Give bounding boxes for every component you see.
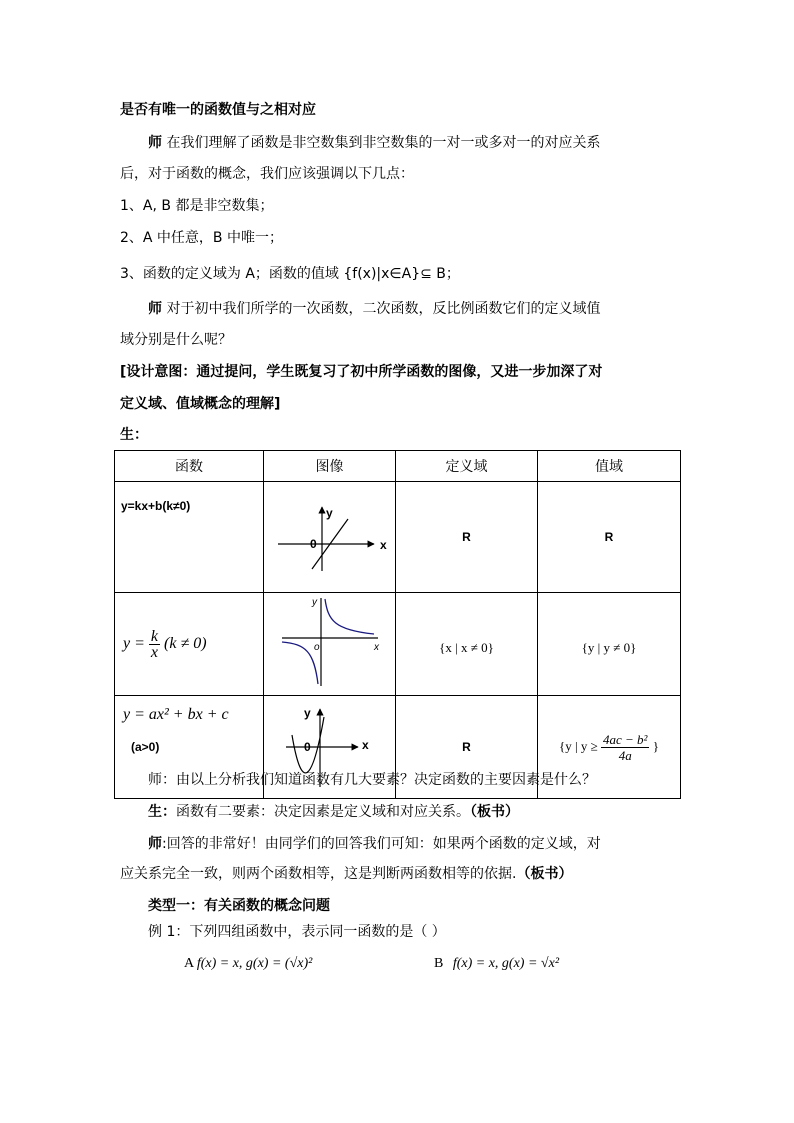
inverse-numerator: k [150, 627, 159, 645]
cell-graph [264, 593, 396, 696]
quadratic-formula: y = ax² + bx + c [123, 706, 229, 723]
type-heading: 类型一：有关函数的概念问题 [148, 898, 330, 914]
teacher-summary-line-2 [120, 864, 572, 884]
option-a-expr: f(x) = x, g(x) = (√x)² [196, 956, 313, 971]
summary-text: :回答的非常好！由同学们的回答我们可知：如果两个函数的定义域，对 [162, 836, 601, 852]
inverse-domain: {x | x ≠ 0} [396, 593, 538, 696]
range-suffix: } [652, 737, 659, 753]
inverse-fraction [149, 629, 160, 660]
design-intent-line-1: [设计意图：通过提问，学生既复习了初中所学函数的图像，又进一步加深了对 [120, 364, 603, 380]
hyperbola-branch-1 [325, 599, 374, 634]
answer-text: 函数有二要素：决定因素是定义域和对应关系。 [176, 804, 470, 820]
teacher-question: 师：由以上分析我们知道函数有几大要素？决定函数的主要因素是什么？ [148, 772, 596, 788]
range-fraction [601, 732, 649, 763]
option-a-label: A [184, 956, 194, 971]
linear-graph [266, 495, 394, 575]
range-numerator: 4ac − b² [603, 731, 648, 747]
point-1: 1、A, B 都是非空数集； [120, 198, 274, 214]
teacher-para-1-line-2: 后，对于函数的概念，我们应该强调以下几点： [120, 166, 414, 182]
example-1: 例 1：下列四组函数中，表示同一函数的是（ ） [148, 924, 446, 940]
header-range: 值域 [538, 451, 681, 482]
header-domain: 定义域 [396, 451, 538, 482]
inverse-range: {y | y ≠ 0} [538, 593, 681, 696]
table-header-row [115, 451, 681, 482]
section-heading: 是否有唯一的函数值与之相对应 [120, 102, 316, 118]
teacher-para-1-line-1 [148, 133, 600, 153]
teacher-summary-line-1 [148, 834, 601, 854]
quadratic-note: (a>0) [131, 740, 160, 754]
origin-label: 0 [303, 740, 311, 754]
header-graph: 图像 [264, 451, 396, 482]
option-a [184, 954, 312, 974]
linear-domain: R [396, 482, 538, 593]
inverse-graph [266, 596, 394, 688]
cell-function [115, 482, 264, 593]
teacher-para-2-line-2: 域分别是什么呢？ [120, 332, 232, 348]
origin-label: 0 [309, 537, 317, 551]
student-label: 生： [120, 427, 148, 443]
point-2: 2、A 中任意，B 中唯一； [120, 230, 283, 246]
inverse-condition: (k ≠ 0) [164, 634, 207, 652]
origin-label: o [313, 642, 320, 653]
para-text: 对于初中我们所学的一次函数，二次函数，反比例函数它们的定义域值 [166, 301, 601, 317]
summary-text: 应关系完全一致，则两个函数相等，这是判断两函数相等的依据. [120, 866, 517, 882]
inverse-formula [123, 627, 207, 661]
function-table [114, 450, 681, 799]
x-label: x [373, 642, 379, 653]
board-note: （板书） [516, 866, 573, 882]
option-b-label: B [434, 956, 444, 971]
header-function: 函数 [115, 451, 264, 482]
x-label: x [361, 738, 369, 752]
y-label: y [311, 597, 317, 608]
range-denominator: 4a [618, 747, 632, 763]
option-b [434, 954, 559, 974]
design-intent-line-2: 定义域、值域概念的理解] [120, 396, 281, 412]
linear-range: R [538, 482, 681, 593]
hyperbola-branch-2 [282, 642, 318, 684]
speaker-label: 师 [148, 135, 162, 151]
x-label: x [379, 538, 387, 552]
option-b-expr: f(x) = x, g(x) = √x² [452, 956, 560, 971]
y-label: y [303, 706, 311, 720]
linear-formula: y=kx+b(k≠0) [121, 499, 191, 513]
range-prefix: {y | y ≥ [559, 737, 598, 753]
teacher-para-2-line-1 [148, 299, 600, 319]
inverse-lhs: y = [123, 634, 145, 652]
speaker-label: 师 [148, 836, 162, 852]
speaker-label: 师 [148, 301, 162, 317]
inverse-denominator: x [150, 643, 159, 661]
cell-function [115, 593, 264, 696]
cell-graph [264, 482, 396, 593]
point-3: 3、函数的定义域为 A；函数的值域 {f(x)|x∈A}⊆ B； [120, 266, 460, 282]
board-note: （板书） [470, 804, 519, 820]
student-answer [148, 802, 519, 822]
table-row-linear [115, 482, 681, 593]
y-label: y [325, 506, 333, 520]
table-row-inverse [115, 593, 681, 696]
quadratic-domain: R [396, 696, 538, 799]
speaker-label: 生： [148, 804, 176, 820]
para-text: 在我们理解了函数是非空数集到非空数集的一对一或多对一的对应关系 [166, 135, 601, 151]
